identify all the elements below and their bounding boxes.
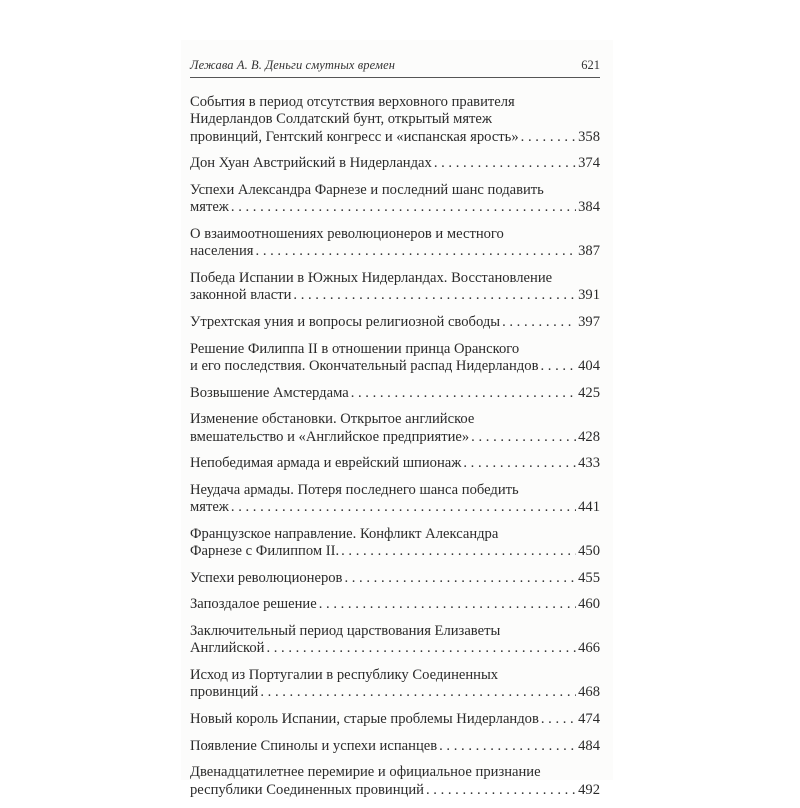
toc-entry <box>190 482 600 517</box>
toc-entry <box>190 182 600 217</box>
toc-entry-last-line <box>190 684 600 701</box>
toc-entry <box>190 711 600 728</box>
dot-leader <box>541 711 576 728</box>
table-of-contents <box>190 94 600 808</box>
toc-entry-last-line <box>190 640 600 657</box>
toc-entry-page: 428 <box>578 428 600 445</box>
toc-entry-last-line <box>190 455 600 472</box>
toc-entry-last-line <box>190 570 600 587</box>
toc-entry-last-line <box>190 287 600 304</box>
toc-entry-page: 484 <box>578 737 600 754</box>
toc-entry-title: законной власти <box>190 287 292 304</box>
toc-entry <box>190 270 600 305</box>
dot-leader <box>293 287 576 304</box>
dot-leader <box>463 455 576 472</box>
toc-entry <box>190 667 600 702</box>
toc-entry-page: 391 <box>578 287 600 304</box>
toc-entry-page: 433 <box>578 455 600 472</box>
toc-entry-last-line <box>190 738 600 755</box>
toc-entry <box>190 411 600 446</box>
toc-entry-title: Успехи революционеров <box>190 569 343 586</box>
toc-entry <box>190 764 600 799</box>
toc-entry-last-line <box>190 243 600 260</box>
toc-entry-title: мятеж <box>190 499 229 516</box>
toc-entry-page: 468 <box>578 684 600 701</box>
dot-leader <box>426 782 576 799</box>
dot-leader <box>434 155 576 172</box>
dot-leader <box>231 499 576 516</box>
toc-entry-page: 387 <box>578 243 600 260</box>
toc-entry-page: 441 <box>578 499 600 516</box>
toc-entry-title: Возвышение Амстердама <box>190 384 349 401</box>
toc-entry <box>190 623 600 658</box>
toc-entry-line: Заключительный период царствования Елизаветы <box>190 622 501 639</box>
toc-entry-last-line <box>190 314 600 331</box>
toc-entry-last-line <box>190 385 600 402</box>
toc-entry-last-line <box>190 499 600 516</box>
toc-entry-page: 397 <box>578 314 600 330</box>
toc-entry-title: провинций, Гентский конгресс и «испанская ярость» <box>190 128 519 145</box>
dot-leader <box>341 543 576 560</box>
toc-entry-last-line <box>190 543 600 560</box>
toc-entry-title: Запоздалое решение <box>190 596 317 613</box>
toc-entry-last-line <box>190 199 600 216</box>
toc-entry-page: 455 <box>578 569 600 586</box>
toc-entry-line: Двенадцатилетнее перемирие и официальное признание <box>190 764 541 781</box>
toc-entry-page: 474 <box>578 710 600 727</box>
toc-entry-last-line <box>190 596 600 613</box>
toc-entry-title: населения <box>190 243 254 260</box>
toc-entry-last-line <box>190 155 600 172</box>
toc-entry <box>190 455 600 472</box>
toc-entry-title: Фарнезе с Филиппом II. <box>190 543 340 560</box>
toc-entry-page: 358 <box>578 128 600 145</box>
dot-leader <box>540 358 576 375</box>
toc-entry-last-line <box>190 358 600 375</box>
toc-entry-page: 384 <box>578 199 600 216</box>
toc-entry-title: Дон Хуан Австрийский в Нидерландах <box>190 155 432 172</box>
dot-leader <box>231 199 576 216</box>
toc-entry-line: Французское направление. Конфликт Александра <box>190 525 499 542</box>
dot-leader <box>344 570 576 587</box>
dot-leader <box>266 640 576 657</box>
dot-leader <box>351 385 576 402</box>
toc-entry-line: Успехи Александра Фарнезе и последний шанс подавить <box>190 182 544 198</box>
page-number: 621 <box>581 58 600 72</box>
toc-entry <box>190 738 600 755</box>
toc-entry-page: 404 <box>578 358 600 374</box>
toc-entry-last-line <box>190 129 600 146</box>
toc-entry <box>190 226 600 261</box>
toc-entry-last-line <box>190 782 600 799</box>
toc-entry-line: Исход из Португалии в республику Соединенных <box>190 666 499 683</box>
dot-leader <box>319 596 576 613</box>
toc-entry-title: Появление Спинолы и успехи испанцев <box>190 737 438 754</box>
toc-entry-title: республики Соединенных провинций <box>190 781 424 798</box>
dot-leader <box>256 243 577 260</box>
toc-entry <box>190 570 600 587</box>
dot-leader <box>471 429 576 446</box>
header-rule <box>190 77 600 78</box>
toc-entry-line: Изменение обстановки. Открытое английское <box>190 411 475 428</box>
dot-leader <box>260 684 576 701</box>
toc-entry-page: 492 <box>578 781 600 798</box>
toc-entry <box>190 526 600 561</box>
toc-entry-page: 450 <box>578 543 600 560</box>
toc-entry-page: 466 <box>578 640 600 657</box>
toc-entry-title: и его последствия. Окончательный распад Нидерландов <box>190 358 539 374</box>
toc-entry <box>190 341 600 376</box>
toc-entry <box>190 596 600 613</box>
toc-entry-line: Решение Филиппа II в отношении принца Оранского <box>190 340 520 357</box>
toc-entry-line: Неудача армады. Потеря последнего шанса победить <box>190 481 519 498</box>
toc-entry-line: О взаимоотношениях революционеров и местного <box>190 226 504 242</box>
toc-entry-last-line <box>190 429 600 446</box>
toc-entry <box>190 385 600 402</box>
toc-entry-title: Утрехтская уния и вопросы религиозной свободы <box>190 314 501 330</box>
toc-entry-line: События в период отсутствия верховного правителя <box>190 94 515 110</box>
dot-leader <box>439 738 576 755</box>
toc-entry-page: 425 <box>578 384 600 401</box>
toc-entry-line: Нидерландов Солдатский бунт, открытый мятеж <box>190 111 492 128</box>
toc-entry-page: 460 <box>578 596 600 613</box>
toc-entry-title: Английской <box>190 640 265 657</box>
dot-leader <box>502 314 576 331</box>
dot-leader <box>521 129 576 146</box>
running-head-title: Лежава А. В. Деньги смутных времен <box>190 58 396 72</box>
toc-entry-title: мятеж <box>190 199 229 216</box>
toc-entry-page: 374 <box>578 155 600 172</box>
toc-entry-title: провинций <box>190 684 259 701</box>
toc-entry-title: Непобедимая армада и еврейский шпионаж <box>190 455 462 472</box>
toc-entry-title: вмешательство и «Английское предприятие» <box>190 428 470 445</box>
running-head <box>190 58 600 73</box>
toc-entry-title: Новый король Испании, старые проблемы Нидерландов <box>190 710 539 727</box>
toc-entry-line: Победа Испании в Южных Нидерландах. Восстановление <box>190 270 553 286</box>
toc-entry <box>190 94 600 146</box>
toc-entry <box>190 314 600 331</box>
toc-entry <box>190 155 600 172</box>
toc-entry-last-line <box>190 711 600 728</box>
